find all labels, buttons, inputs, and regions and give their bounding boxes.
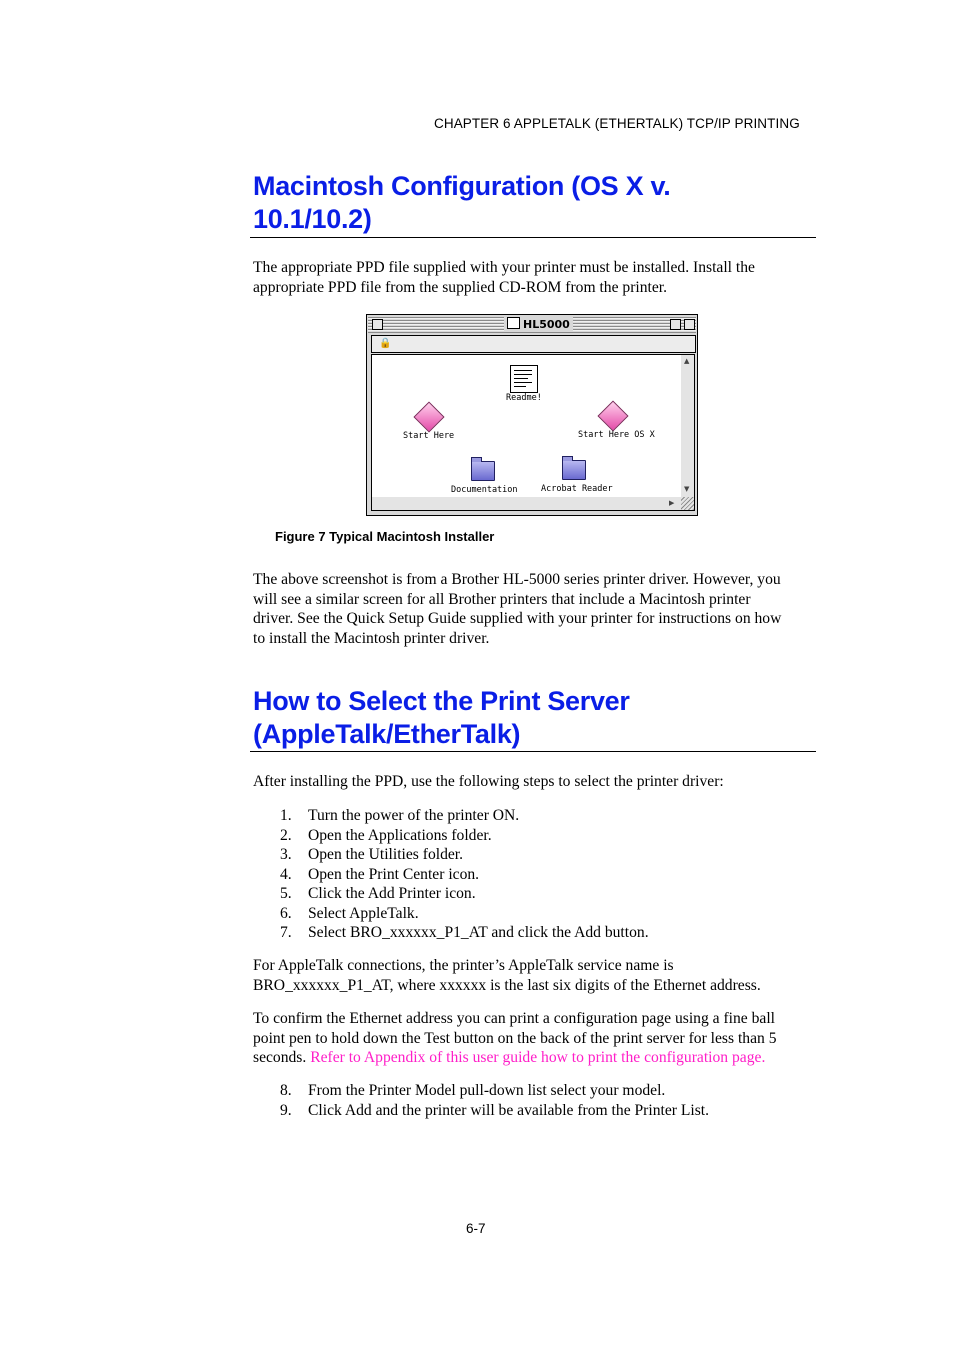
step-number: 2.: [280, 826, 292, 844]
section-rule: [250, 751, 816, 752]
para-line: to install the Macintosh printer driver.: [253, 629, 490, 647]
para-line: seconds.: [253, 1049, 307, 1066]
step-number: 3.: [280, 846, 292, 863]
step-number: 4.: [280, 865, 292, 883]
para-line: will see a similar screen for all Brother printers that include a Macintosh printer: [253, 590, 751, 608]
lock-icon: 🔒: [379, 338, 392, 349]
para-line: The appropriate PPD file supplied with your printer must be installed. Install the: [253, 259, 755, 276]
window-titlebar: [368, 316, 696, 333]
title-line-2: (AppleTalk/EtherTalk): [253, 719, 521, 749]
list-item: [253, 923, 649, 943]
readme-icon: [510, 365, 538, 393]
service-name-paragraph: [253, 956, 818, 995]
step-text: Select AppleTalk.: [308, 904, 419, 922]
acrobat-folder-icon: [562, 460, 586, 480]
title-line-1: Macintosh Configuration (OS X v.: [253, 171, 671, 201]
section-title-macintosh-configuration: [253, 170, 670, 236]
list-item: [253, 865, 649, 885]
list-item: [253, 884, 649, 904]
para-line: To confirm the Ethernet address you can print a configuration page using a fine ball: [253, 1010, 775, 1027]
step-text: Open the Applications folder.: [308, 826, 492, 844]
step-number: 6.: [280, 904, 292, 922]
list-item: [253, 904, 649, 924]
list-item: [253, 845, 649, 865]
section-title-select-print-server: [253, 685, 630, 751]
horizontal-scrollbar: [371, 497, 682, 511]
zoom-box-icon: [670, 319, 681, 330]
step-text: Select BRO_xxxxxx_P1_AT and click the Add button.: [308, 924, 649, 941]
start-here-osx-label: Start Here OS X: [578, 430, 655, 440]
page-number: 6-7: [466, 1221, 486, 1236]
para-line: BRO_xxxxxx_P1_AT, where xxxxxx is the last six digits of the Ethernet address.: [253, 976, 761, 994]
list-item: [253, 806, 649, 826]
step-text: Turn the power of the printer ON.: [308, 807, 520, 824]
step-text: Open the Print Center icon.: [308, 865, 480, 883]
start-here-label: Start Here: [403, 431, 455, 441]
step-text: Open the Utilities folder.: [308, 846, 464, 863]
figure-caption: Figure 7 Typical Macintosh Installer: [275, 529, 495, 544]
para-line: appropriate PPD file from the supplied CD-ROM from the printer.: [253, 278, 668, 296]
steps-list: [253, 806, 649, 943]
title-line-1: How to Select the Print Server: [253, 686, 630, 716]
title-line-2: 10.1/10.2): [253, 204, 372, 234]
close-box-icon: [372, 319, 383, 330]
screenshot-paragraph: [253, 570, 818, 648]
scroll-right-icon: ▶: [669, 499, 675, 507]
start-here-osx-icon: [597, 400, 628, 431]
step-number: 8.: [280, 1082, 292, 1099]
chapter-header: CHAPTER 6 APPLETALK (ETHERTALK) TCP/IP PRINTING: [434, 116, 800, 131]
start-here-icon: [413, 401, 444, 432]
list-item: [253, 1081, 709, 1101]
readme-label: Readme!: [506, 393, 542, 403]
list-item: [253, 826, 649, 846]
para-line: The above screenshot is from a Brother HL-5000 series printer driver. However, you: [253, 571, 781, 588]
step-number: 7.: [280, 924, 292, 941]
step-number: 5.: [280, 885, 292, 902]
collapse-box-icon: [684, 319, 695, 330]
appendix-link[interactable]: Refer to Appendix of this user guide how to print the configuration page.: [310, 1049, 766, 1066]
documentation-folder-icon: [471, 461, 495, 481]
step-number: 1.: [280, 807, 292, 824]
para-line: point pen to hold down the Test button on the back of the print server for less than 5: [253, 1029, 777, 1047]
step-text: Click Add and the printer will be available from the Printer List.: [308, 1101, 710, 1119]
window-header-strip: [371, 335, 696, 353]
vertical-scrollbar: [681, 354, 695, 498]
window-title-text: HL5000: [523, 318, 570, 331]
intro-paragraph: After installing the PPD, use the following steps to select the printer driver:: [253, 773, 724, 790]
step-text: From the Printer Model pull-down list select your model.: [308, 1082, 666, 1099]
acrobat-label: Acrobat Reader: [541, 484, 613, 494]
scroll-down-icon: ▼: [684, 485, 690, 493]
scroll-up-icon: ▲: [684, 357, 690, 365]
para-line: driver. See the Quick Setup Guide supplied with your printer for instructions on how: [253, 610, 782, 627]
window-title: [504, 317, 573, 332]
step-text: Click the Add Printer icon.: [308, 885, 476, 902]
installer-window: [366, 314, 698, 516]
step-number: 9.: [280, 1101, 292, 1119]
confirm-paragraph: [253, 1009, 818, 1068]
disk-icon: [507, 317, 520, 329]
documentation-label: Documentation: [451, 485, 518, 495]
para-line: For AppleTalk connections, the printer’s AppleTalk service name is: [253, 957, 674, 974]
window-content: [371, 354, 682, 498]
resize-grip-icon: [681, 497, 695, 511]
section-rule: [250, 237, 816, 238]
steps-list-continued: [253, 1081, 709, 1120]
list-item: [253, 1101, 709, 1121]
ppd-paragraph: [253, 258, 818, 297]
